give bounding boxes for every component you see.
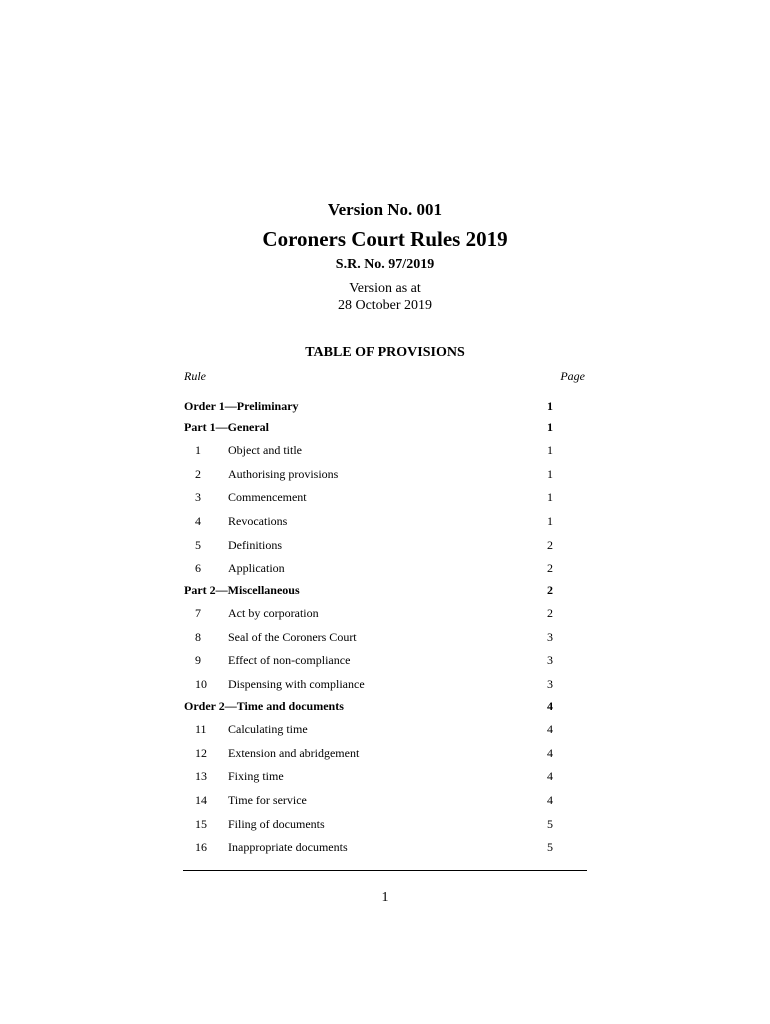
toc-rule-number: 9 — [195, 653, 201, 667]
toc-entry-page: 1 — [547, 514, 553, 528]
toc-rule-number: 12 — [195, 746, 207, 760]
toc-entry-title: Commencement — [228, 490, 307, 504]
toc-rule-number: 16 — [195, 840, 207, 854]
toc-entry-title: Part 2—Miscellaneous — [184, 583, 300, 597]
toc-rule-number: 3 — [195, 490, 201, 504]
toc-entry-page: 2 — [547, 583, 553, 597]
toc-rule-number: 15 — [195, 817, 207, 831]
toc-entry-title: Act by corporation — [228, 606, 319, 620]
toc-heading-row[interactable] — [184, 418, 586, 436]
toc-entry-page: 1 — [547, 399, 553, 413]
toc-entry-title: Seal of the Coroners Court — [228, 630, 357, 644]
toc-rule-row[interactable] — [184, 604, 586, 622]
toc-entry-page: 4 — [547, 746, 553, 760]
toc-rule-row[interactable] — [184, 628, 586, 646]
toc-entry-page: 3 — [547, 677, 553, 691]
toc-entry-page: 3 — [547, 630, 553, 644]
toc-entry-title: Extension and abridgement — [228, 746, 360, 760]
toc-rule-row[interactable] — [184, 512, 586, 530]
toc-entry-page: 2 — [547, 538, 553, 552]
toc-entry-page: 4 — [547, 769, 553, 783]
toc-rule-number: 6 — [195, 561, 201, 575]
toc-rule-row[interactable] — [184, 675, 586, 693]
toc-entry-page: 1 — [547, 490, 553, 504]
toc-entry-page: 1 — [547, 443, 553, 457]
toc-entry-title: Object and title — [228, 443, 302, 457]
toc-rule-row[interactable] — [184, 559, 586, 577]
toc-entry-title: Revocations — [228, 514, 288, 528]
toc-rule-row[interactable] — [184, 838, 586, 856]
toc-heading: TABLE OF PROVISIONS — [305, 345, 465, 360]
toc-rule-row[interactable] — [184, 536, 586, 554]
toc-entry-page: 2 — [547, 561, 553, 575]
toc-rule-number: 14 — [195, 793, 207, 807]
toc-rule-row[interactable] — [184, 465, 586, 483]
toc-rule-row[interactable] — [184, 767, 586, 785]
footer-divider — [183, 870, 587, 871]
toc-rule-number: 7 — [195, 606, 201, 620]
toc-rule-row[interactable] — [184, 441, 586, 459]
toc-heading-row[interactable] — [184, 697, 586, 715]
toc-entry-title: Filing of documents — [228, 817, 325, 831]
toc-entry-page: 5 — [547, 840, 553, 854]
toc-rule-number: 5 — [195, 538, 201, 552]
toc-entry-page: 2 — [547, 606, 553, 620]
statutory-rule-number: S.R. No. 97/2019 — [335, 257, 435, 272]
toc-entry-title: Fixing time — [228, 769, 284, 783]
toc-entry-title: Authorising provisions — [228, 467, 339, 481]
toc-rule-number: 8 — [195, 630, 201, 644]
toc-entry-page: 4 — [547, 793, 553, 807]
toc-rule-number: 11 — [195, 722, 207, 736]
version-date: 28 October 2019 — [337, 298, 433, 313]
toc-entry-page: 1 — [547, 467, 553, 481]
toc-entry-page: 4 — [547, 722, 553, 736]
toc-rule-number: 10 — [195, 677, 207, 691]
toc-entry-title: Definitions — [228, 538, 282, 552]
version-number: Version No. 001 — [327, 200, 443, 219]
toc-heading-row[interactable] — [184, 397, 586, 415]
toc-entry-page: 1 — [547, 420, 553, 434]
toc-entry-page: 3 — [547, 653, 553, 667]
toc-column-page: Page — [560, 369, 585, 383]
toc-rule-row[interactable] — [184, 791, 586, 809]
toc-rule-row[interactable] — [184, 488, 586, 506]
toc-entry-title: Part 1—General — [184, 420, 269, 434]
toc-rule-row[interactable] — [184, 815, 586, 833]
toc-rule-row[interactable] — [184, 651, 586, 669]
document-title: Coroners Court Rules 2019 — [262, 227, 508, 251]
toc-entry-title: Effect of non-compliance — [228, 653, 351, 667]
toc-entry-title: Dispensing with compliance — [228, 677, 365, 691]
toc-entry-page: 4 — [547, 699, 553, 713]
toc-entry-title: Calculating time — [228, 722, 308, 736]
page-number: 1 — [381, 890, 389, 905]
toc-rule-number: 1 — [195, 443, 201, 457]
toc-rule-number: 4 — [195, 514, 201, 528]
toc-rule-number: 13 — [195, 769, 207, 783]
toc-entry-title: Order 2—Time and documents — [184, 699, 344, 713]
toc-entry-title: Order 1—Preliminary — [184, 399, 299, 413]
toc-entry-page: 5 — [547, 817, 553, 831]
toc-rule-number: 2 — [195, 467, 201, 481]
toc-heading-row[interactable] — [184, 581, 586, 599]
toc-entry-title: Application — [228, 561, 285, 575]
version-as-at-label: Version as at — [349, 281, 421, 296]
toc-entry-title: Inappropriate documents — [228, 840, 348, 854]
toc-rule-row[interactable] — [184, 744, 586, 762]
toc-column-rule: Rule — [184, 369, 206, 383]
toc-rule-row[interactable] — [184, 720, 586, 738]
toc-entry-title: Time for service — [228, 793, 307, 807]
